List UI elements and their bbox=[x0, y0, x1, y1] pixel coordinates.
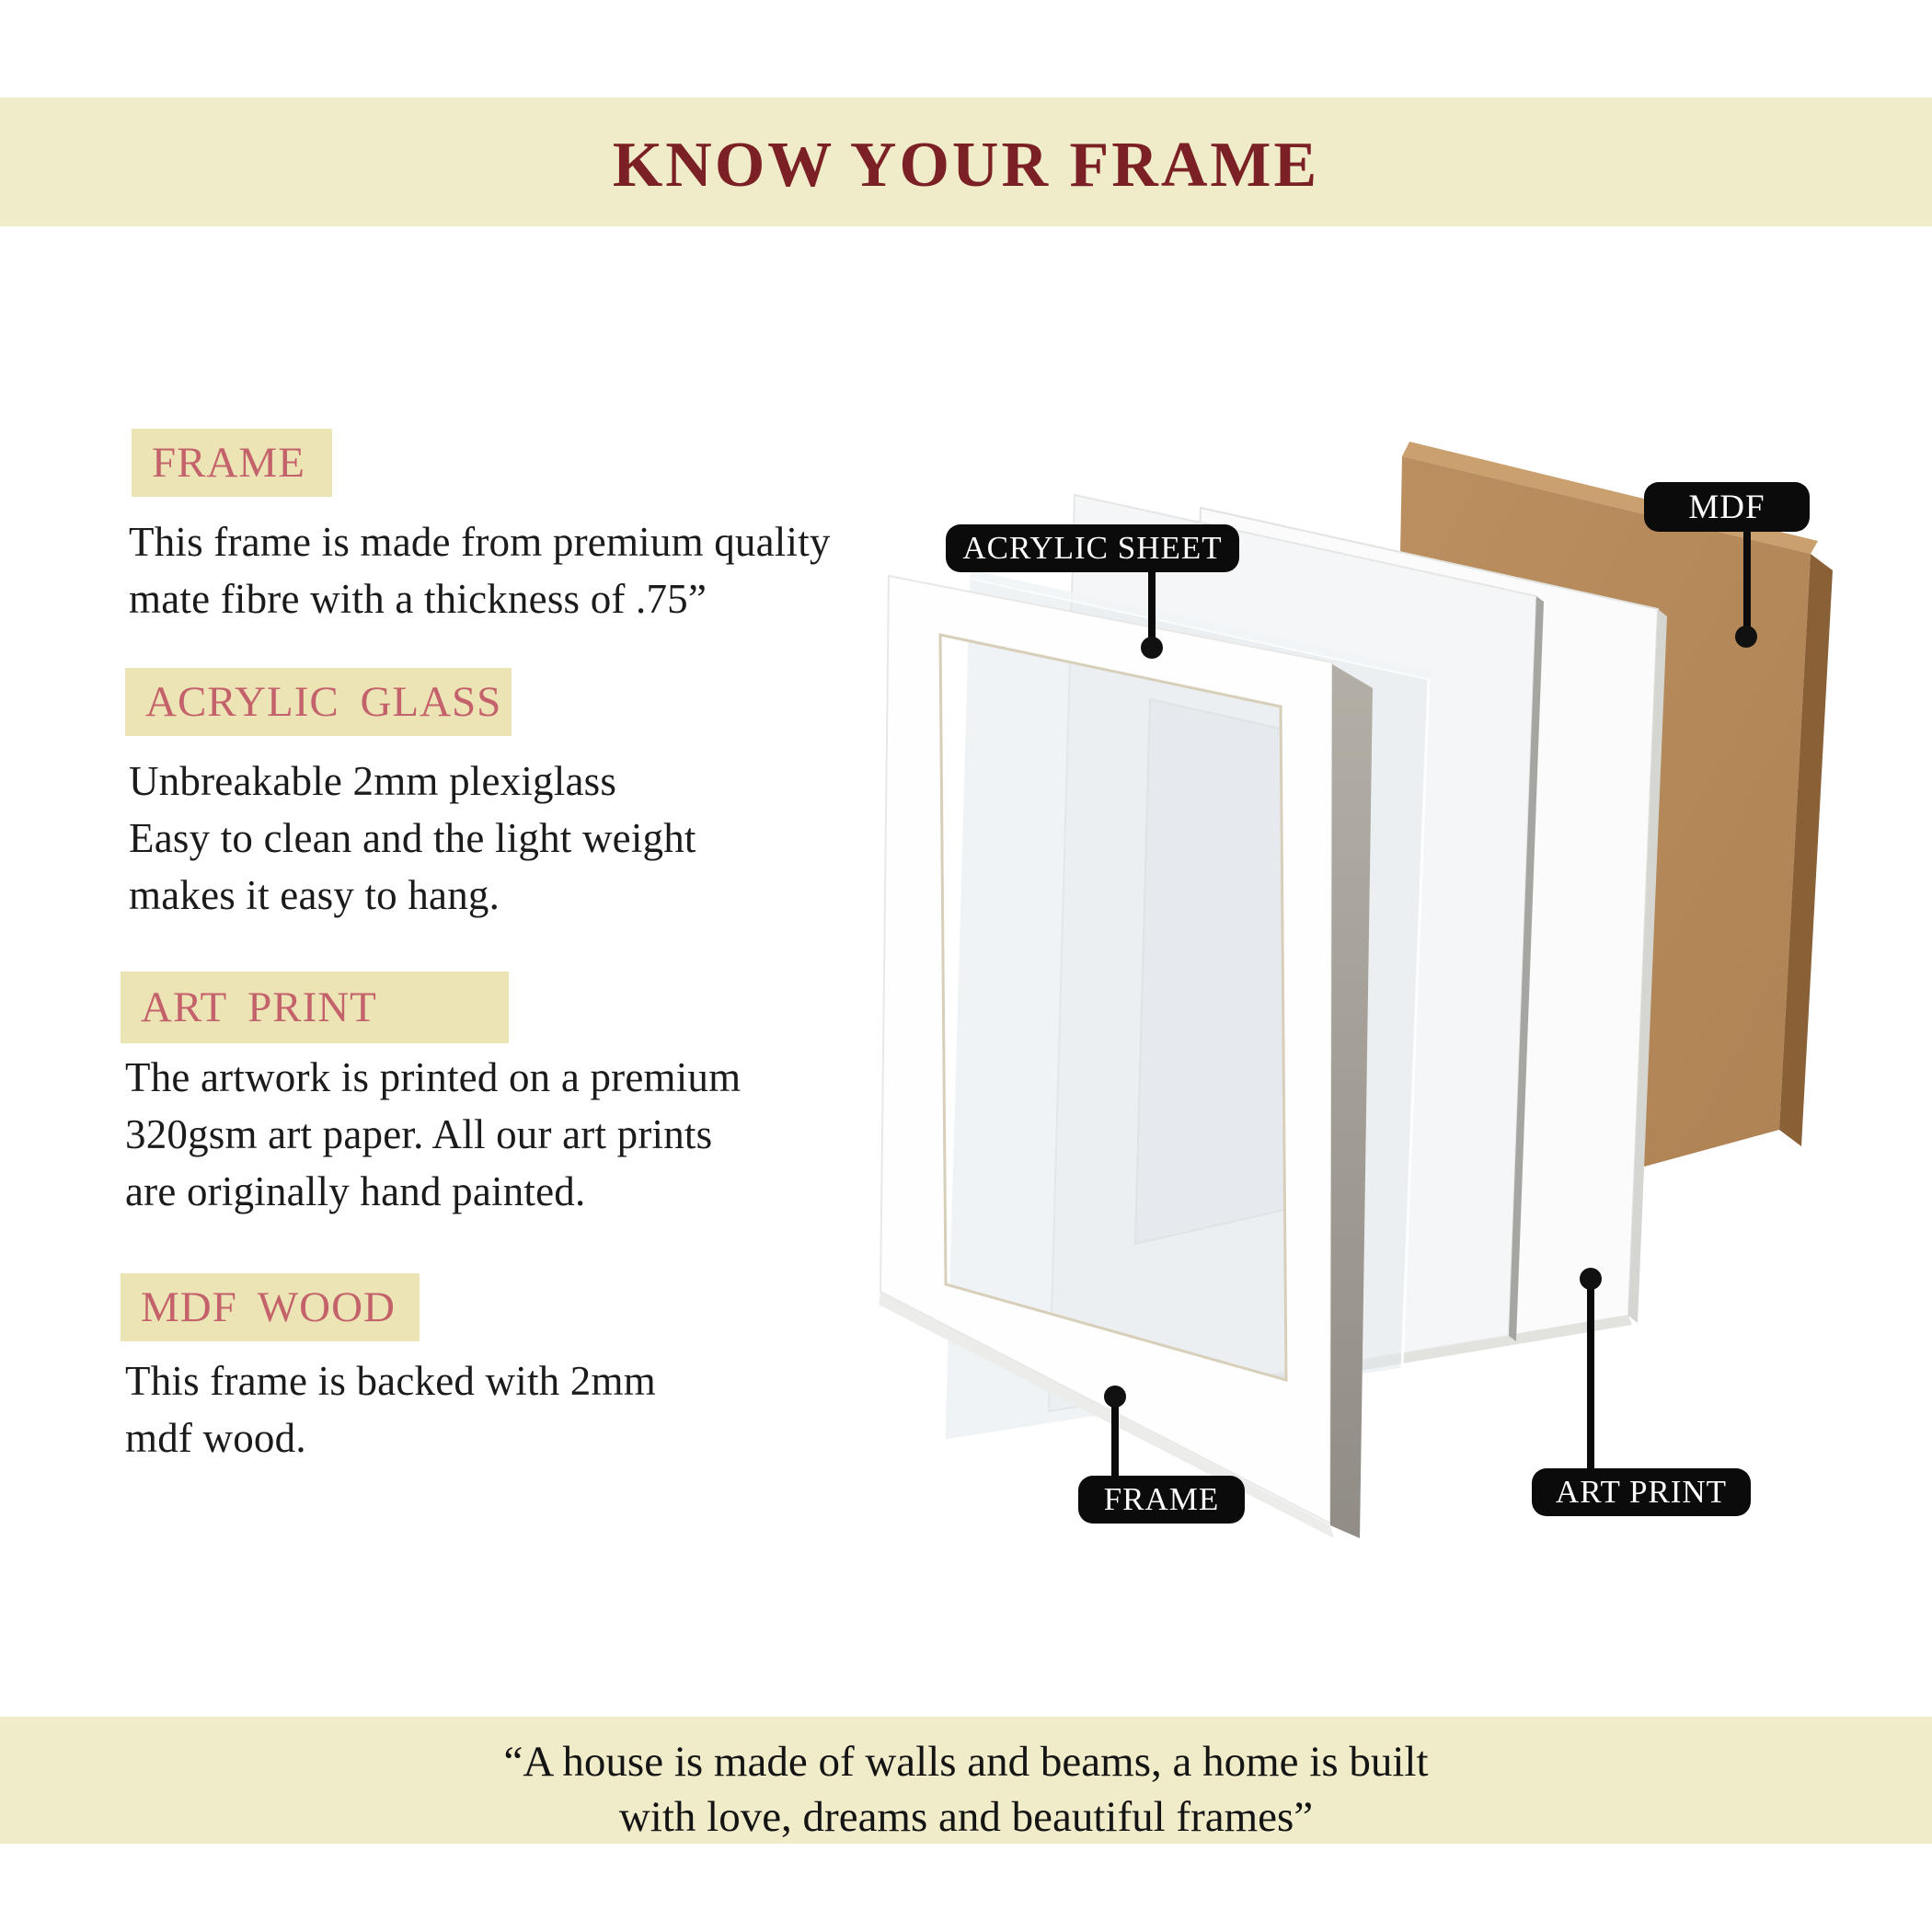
mdf-callout-text: MDF bbox=[1688, 488, 1765, 526]
frame-side-panel bbox=[1330, 664, 1373, 1538]
section-heading-mdf-wood-label: MDF WOOD bbox=[141, 1283, 396, 1331]
section-heading-acrylic-glass-label: ACRYLIC GLASS bbox=[145, 678, 502, 726]
section-heading-art-print-label: ART PRINT bbox=[141, 983, 377, 1031]
acrylic-sheet-dot bbox=[1141, 637, 1163, 659]
section-body-frame bbox=[129, 513, 831, 627]
art-print-callout-text: ART PRINT bbox=[1555, 1474, 1728, 1510]
frame-leader-line bbox=[1111, 1406, 1119, 1479]
body-line: This frame is made from premium quality bbox=[129, 519, 831, 565]
page-title: KNOW YOUR FRAME bbox=[612, 130, 1320, 201]
section-heading-art-print bbox=[121, 972, 509, 1043]
body-line: 320gsm art paper. All our art prints bbox=[125, 1111, 713, 1157]
frame-callout-label bbox=[1078, 1476, 1245, 1524]
quote-line-1: “A house is made of walls and beams, a home is built bbox=[503, 1738, 1429, 1786]
body-line: Unbreakable 2mm plexiglass bbox=[129, 758, 617, 804]
body-line: makes it easy to hang. bbox=[129, 872, 500, 918]
section-body-acrylic-glass bbox=[129, 753, 696, 924]
section-heading-mdf-wood bbox=[121, 1273, 420, 1341]
art-print-dot bbox=[1580, 1268, 1602, 1290]
art-print-callout-label bbox=[1532, 1468, 1751, 1516]
body-line: are originally hand painted. bbox=[125, 1168, 586, 1214]
mdf-leader-line bbox=[1743, 529, 1751, 632]
section-heading-frame bbox=[132, 429, 332, 497]
frame-dot bbox=[1104, 1386, 1126, 1408]
body-line: mate fibre with a thickness of .75” bbox=[129, 576, 707, 622]
mdf-callout-label bbox=[1644, 482, 1810, 532]
mdf-dot bbox=[1735, 626, 1757, 648]
acrylic-sheet-callout-text: ACRYLIC SHEET bbox=[962, 530, 1223, 566]
art-print-leader-line bbox=[1587, 1286, 1594, 1472]
body-line: The artwork is printed on a premium bbox=[125, 1054, 742, 1100]
section-body-mdf-wood bbox=[125, 1352, 656, 1466]
exploded-frame-diagram bbox=[828, 405, 1886, 1582]
quote-line-2: with love, dreams and beautiful frames” bbox=[618, 1793, 1314, 1841]
section-heading-acrylic-glass bbox=[125, 668, 512, 736]
acrylic-sheet-callout-label bbox=[946, 524, 1239, 572]
body-line: mdf wood. bbox=[125, 1415, 306, 1461]
acrylic-sheet-leader-line bbox=[1148, 569, 1156, 644]
section-body-art-print bbox=[125, 1049, 741, 1220]
body-line: Easy to clean and the light weight bbox=[129, 815, 696, 861]
section-heading-frame-label: FRAME bbox=[152, 439, 305, 487]
body-line: This frame is backed with 2mm bbox=[125, 1358, 656, 1404]
frame-callout-text: FRAME bbox=[1103, 1481, 1220, 1517]
